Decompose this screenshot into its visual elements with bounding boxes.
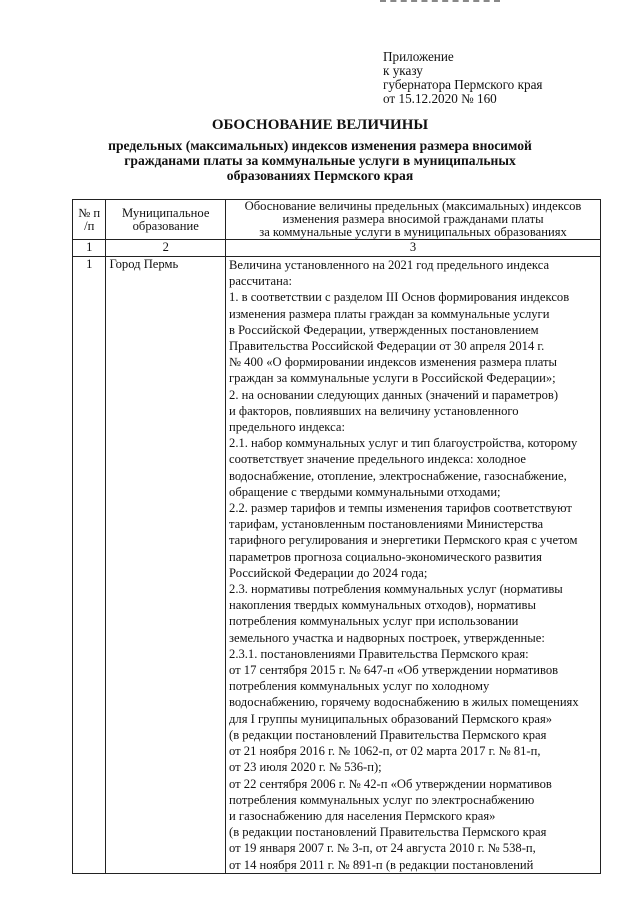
- header-municipality-line: Муниципальное: [122, 205, 210, 220]
- basis-line: в Российской Федерации, утвержденных постановлением: [229, 322, 539, 337]
- column-number-row: [73, 240, 601, 257]
- basis-line: Величина установленного на 2021 год предельного индекса: [229, 258, 550, 272]
- basis-line: и газоснабжению для населения Пермского края»: [229, 808, 496, 823]
- basis-line: 2. на основании следующих данных (значений и параметров): [229, 387, 559, 402]
- row-municipality: Город Пермь: [106, 257, 226, 874]
- header-num-line: /п: [84, 218, 95, 233]
- row-num: 1: [73, 257, 106, 874]
- table-header-row: [73, 200, 601, 240]
- basis-line: потребления коммунальных услуг по электроснабжению: [229, 792, 535, 807]
- subtitle-line: гражданами платы за коммунальные услуги в муниципальных: [124, 153, 516, 168]
- header-basis-line: изменения размера вносимой гражданами платы: [282, 212, 544, 226]
- column-number: 1: [73, 240, 106, 257]
- appendix-line: губернатора Пермского края: [383, 77, 543, 92]
- basis-line: обращение с твердыми коммунальными отходами;: [229, 484, 501, 499]
- basis-line: соответствует значение предельного индекса: холодное: [229, 452, 527, 467]
- basis-line: для I группы муниципальных образований Пермского края»: [229, 711, 553, 726]
- basis-line: потребления коммунальных услуг по холодному: [229, 679, 490, 694]
- header-num-line: № п: [78, 205, 101, 220]
- appendix-line: Приложение: [383, 49, 454, 64]
- basis-line: от 14 ноября 2011 г. № 891-п (в редакции постановлений: [229, 857, 534, 872]
- row-basis: [226, 257, 601, 874]
- basis-line: земельного участка и надворных построек, утвержденные:: [229, 630, 545, 645]
- table-row: [73, 257, 601, 874]
- subtitle-line: образованиях Пермского края: [226, 168, 414, 183]
- header-basis: [226, 200, 601, 240]
- basis-line: рассчитана:: [229, 274, 292, 289]
- basis-line: потребления коммунальных услуг при использовании: [229, 614, 519, 629]
- basis-line: водоснабжению, горячему водоснабжению в жилых помещениях: [229, 695, 579, 710]
- scan-edge-mark: [380, 0, 500, 5]
- basis-line: от 17 сентября 2015 г. № 647-п «Об утверждении нормативов: [229, 663, 559, 678]
- basis-line: 2.1. набор коммунальных услуг и тип благоустройства, которому: [229, 436, 578, 451]
- basis-line: (в редакции постановлений Правительства Пермского края: [229, 727, 547, 742]
- header-municipality-line: образование: [132, 218, 199, 233]
- basis-line: водоснабжение, отопление, электроснабжение, газоснабжение,: [229, 468, 567, 483]
- basis-line: (в редакции постановлений Правительства Пермского края: [229, 825, 547, 840]
- column-number: 2: [106, 240, 226, 257]
- basis-line: и факторов, повлиявших на величину установленного: [229, 403, 519, 418]
- basis-line: 1. в соответствии с разделом III Основ формирования индексов: [229, 290, 570, 305]
- basis-line: граждан за коммунальные услуги в Российской Федерации»;: [229, 371, 556, 386]
- basis-line: предельного индекса:: [229, 420, 345, 435]
- basis-line: 2.3. нормативы потребления коммунальных услуг (нормативы: [229, 582, 563, 597]
- appendix-block: [383, 50, 543, 106]
- header-municipality: [106, 200, 226, 240]
- appendix-line: к указу: [383, 63, 423, 78]
- basis-table: [72, 199, 601, 874]
- subtitle-line: предельных (максимальных) индексов изменения размера вносимой: [108, 138, 532, 153]
- document-subtitle: [0, 138, 640, 183]
- appendix-line: от 15.12.2020 № 160: [383, 91, 497, 106]
- basis-line: от 21 ноября 2016 г. № 1062-п, от 02 марта 2017 г. № 81-п,: [229, 744, 541, 759]
- basis-line: Правительства Российской Федерации от 30 апреля 2014 г.: [229, 339, 545, 354]
- basis-line: параметров прогноза социально-экономического развития: [229, 549, 542, 564]
- header-basis-line: за коммунальные услуги в муниципальных образованиях: [259, 225, 567, 239]
- header-basis-line: Обоснование величины предельных (максимальных) индексов: [244, 199, 582, 213]
- basis-line: от 19 января 2007 г. № 3-п, от 24 августа 2010 г. № 538-п,: [229, 841, 536, 856]
- basis-line: изменения размера платы граждан за коммунальные услуги: [229, 306, 550, 321]
- basis-line: от 23 июля 2020 г. № 536-п);: [229, 760, 382, 775]
- basis-line: № 400 «О формировании индексов изменения размера платы: [229, 355, 557, 370]
- basis-line: накопления твердых коммунальных отходов), нормативы: [229, 598, 536, 613]
- basis-line: тарифного регулирования и энергетики Пермского края с учетом: [229, 533, 578, 548]
- basis-line: 2.3.1. постановлениями Правительства Пермского края:: [229, 646, 529, 661]
- basis-line: Российской Федерации до 2024 года;: [229, 565, 428, 580]
- basis-line: от 22 сентября 2006 г. № 42-п «Об утверждении нормативов: [229, 776, 552, 791]
- header-num: [73, 200, 106, 240]
- column-number: 3: [226, 240, 601, 257]
- basis-line: тарифам, установленным постановлениями Министерства: [229, 517, 544, 532]
- document-title: ОБОСНОВАНИЕ ВЕЛИЧИНЫ: [211, 117, 429, 133]
- basis-line: 2.2. размер тарифов и темпы изменения тарифов соответствуют: [229, 501, 572, 516]
